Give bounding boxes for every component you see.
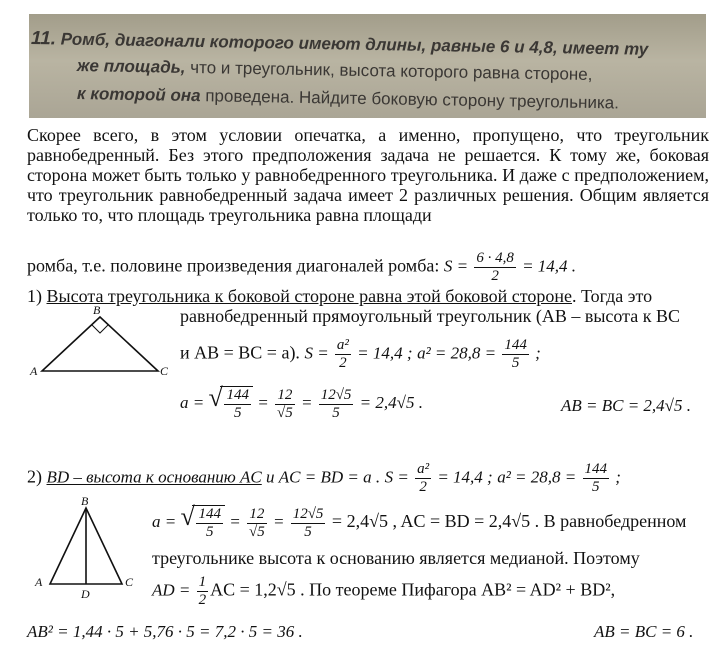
case2-ad-line: AD = $\frac{1}{2}$ AC = 1,2√5 . По теореме Пифагора AB² = AD² + BD², <box>152 574 616 608</box>
case2-label-a: A <box>35 575 43 589</box>
sqrt-symbol: √ $\frac{144}{5}$ <box>180 505 225 541</box>
problem-line-3: к которой она проведена. Найдите боковую сторону треугольника. <box>76 84 620 113</box>
case2-final-line: AB² = 1,44 · 5 + 5,76 · 5 = 7,2 · 5 = 36 . <box>27 622 303 641</box>
case1-answer: AB = BC = 2,4√5 . <box>561 396 692 415</box>
case2-label-b: B <box>81 494 89 508</box>
case1-a-line: a = √ $\frac{144}{5}$ = $\frac{12}{√5}$ = $\frac{12√5}{5}$ = 2,4√5 . <box>180 383 423 421</box>
case2-heading: 2) BD – высота к основанию AC и AC = BD = a . S = $\frac{\text{a²}}{2}$ = 14,4 ; a² = 28,8 = $\frac{144}{5}$ ; <box>27 461 621 495</box>
right-angle-mark <box>92 325 108 333</box>
case2-a-line: a = √ $\frac{144}{5}$ = $\frac{12}{√5}$ = $\frac{12√5}{5}$ = 2,4√5 , AC = BD = 2,4√5 . В равнобедренном <box>152 502 687 540</box>
problem-line-1-text: Ромб, диагонали которого имеют длины, равные 6 и 4,8, имеет ту <box>60 29 649 59</box>
case1-label-a: A <box>30 364 38 377</box>
case1-heading: 1) Высота треугольника к боковой стороне равна этой боковой стороне. Тогда это <box>27 286 653 306</box>
case2-label-d: D <box>81 587 90 600</box>
rhombus-fraction: $\frac{6 \cdot 4,8}{2}$ <box>476 250 514 284</box>
problem-line-2: же площадь, что и треугольник, высота которого равна стороне, <box>76 56 593 84</box>
case1-label-b: B <box>93 305 101 317</box>
problem-photo <box>29 14 706 118</box>
case2-label-c: C <box>125 575 134 589</box>
case1-triangle-figure <box>28 305 168 377</box>
case1-line3: и AB = BC = a). S = $\frac{\text{a²}}{2}$ = 14,4 ; a² = 28,8 = $\frac{144}{5}$ ; <box>180 337 541 371</box>
problem-line-1: 11. Ромб, диагонали которого имеют длины, равные 6 и 4,8, имеет ту <box>30 28 649 59</box>
case1-line2: равнобедренный прямоугольный треугольник (AB – высота к BC <box>180 306 681 326</box>
case1-label-c: C <box>160 364 168 377</box>
intro-paragraph: Скорее всего, в этом условии опечатка, а именно, пропущено, что треугольник равнобедренный. Без этого предположения задача не решается. К тому же, боковая сторона может быть только у равнобедренного треугольника. И даже с предположением, что треугольник равнобедренный задача имеет 2 различных решения. Общим является только то, что площадь треугольника равна площади <box>27 125 709 225</box>
case1-triangle <box>42 317 158 371</box>
case2-answer: AB = BC = 6 . <box>594 622 694 641</box>
case2-median-line: треугольнике высота к основанию является медианой. Поэтому <box>152 548 640 568</box>
case2-triangle-figure <box>30 494 145 600</box>
sqrt-symbol: √ $\frac{144}{5}$ <box>208 386 253 422</box>
rhombus-line: ромба, т.е. половине произведения диагоналей ромба: S = $\frac{6 \cdot 4,8}{2}$ = 14,4 . <box>27 250 577 284</box>
